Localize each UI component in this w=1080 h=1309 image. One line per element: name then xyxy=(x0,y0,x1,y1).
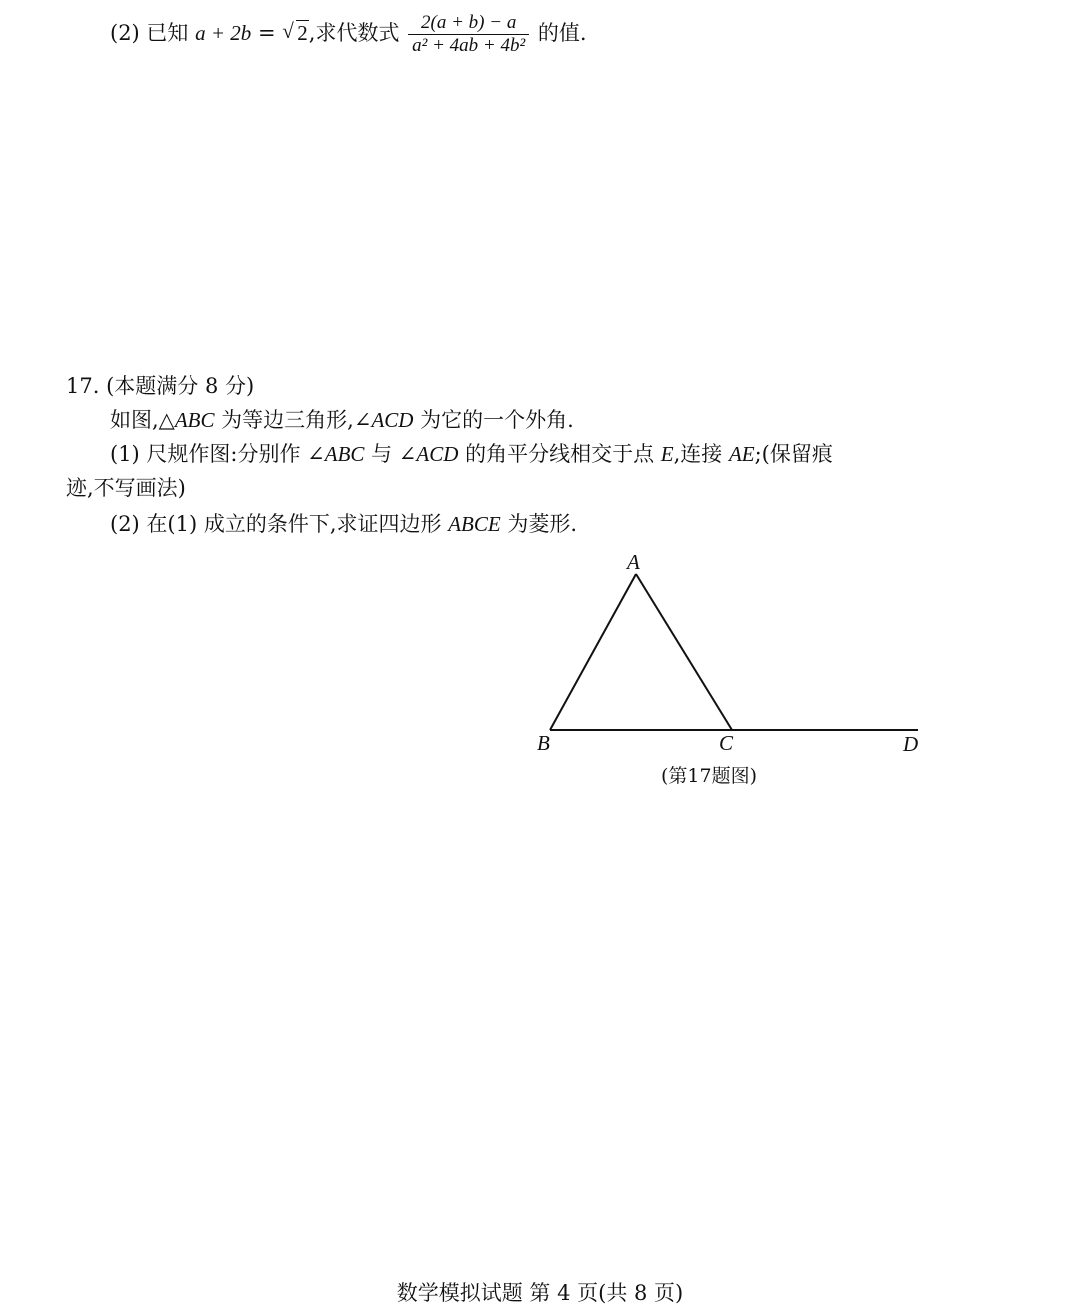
q17-part1-mid: 与 ∠ xyxy=(364,442,417,466)
point-label-b: B xyxy=(537,731,550,755)
q17-part1-mid2: 的角平分线相交于点 xyxy=(458,442,661,466)
q16-equals: = xyxy=(257,21,276,45)
q17-intro-post: 为它的一个外角. xyxy=(413,408,574,432)
q17-part1-a: (1) 尺规作图:分别作 ∠ xyxy=(110,442,325,466)
q16-fraction-numerator: 2(a + b) − a xyxy=(421,12,517,33)
q17-intro-abc: ABC xyxy=(174,408,215,432)
question-17-header: 17. (本题满分 8 分) xyxy=(66,374,255,398)
q17-part2-post: 为菱形. xyxy=(500,512,578,536)
q17-part2-pre: (2) 在(1) 成立的条件下,求证四边形 xyxy=(110,512,449,536)
q17-part1-acd: ACD xyxy=(416,442,459,466)
q17-intro-pre: 如图,△ xyxy=(110,408,175,432)
figure-caption: (第17题图) xyxy=(661,765,758,787)
page-footer: 数学模拟试题 第 4 页(共 8 页) xyxy=(396,1281,684,1305)
point-label-c: C xyxy=(719,731,734,755)
q17-intro-acd: ACD xyxy=(371,408,414,432)
q17-part1-e: E xyxy=(660,442,674,466)
question-17-figure xyxy=(520,548,940,798)
q16-fraction xyxy=(408,12,529,57)
q16-equation-lhs: a + 2b xyxy=(195,21,252,45)
q17-part1-end: ;(保留痕 xyxy=(754,442,833,466)
question-16-part-2 xyxy=(110,12,587,57)
q17-part2-abce: ABCE xyxy=(448,512,501,536)
segment-ab xyxy=(550,574,636,730)
q16-sqrt: √ 2 xyxy=(282,19,308,45)
q17-intro-mid: 为等边三角形,∠ xyxy=(214,408,372,432)
question-17-part-2 xyxy=(110,510,577,538)
q16-label: (2) 已知 xyxy=(110,21,189,45)
question-17-intro xyxy=(110,406,574,434)
q16-sqrt-value: 2 xyxy=(297,21,308,45)
question-17-part-1 xyxy=(110,440,833,468)
question-17-part-1-continued: 迹,不写画法) xyxy=(66,476,186,500)
point-label-d: D xyxy=(903,732,919,756)
q16-end-text: 的值. xyxy=(537,21,587,45)
q16-fraction-denominator: a² + 4ab + 4b² xyxy=(412,35,526,56)
q17-part1-mid3: ,连接 xyxy=(673,442,729,466)
segment-ac xyxy=(636,574,732,730)
point-label-a: A xyxy=(627,550,640,574)
q17-part1-ae: AE xyxy=(728,442,755,466)
q17-part1-abc: ABC xyxy=(324,442,365,466)
q16-middle-text: ,求代数式 xyxy=(308,21,400,45)
triangle-diagram xyxy=(520,548,940,798)
